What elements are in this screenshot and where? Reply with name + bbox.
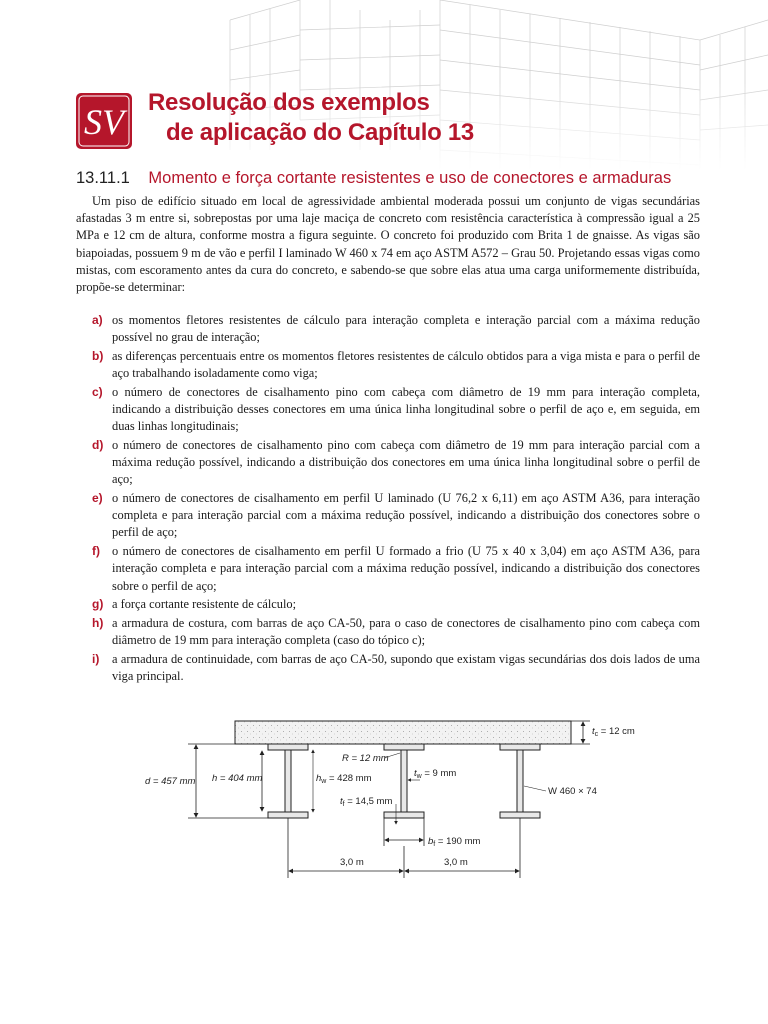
steel-beam-left bbox=[268, 744, 308, 818]
item-text: o número de conectores de cisalhamento pino com cabeça com diâmetro de 19 mm para interação completa, indicando a distribuição desses conectores em uma única linha longitudinal sobre o perfil de aço e, em seguida, em duas linhas longitudinais; bbox=[112, 384, 700, 434]
list-item bbox=[76, 312, 700, 346]
list-item bbox=[76, 348, 700, 382]
item-text: os momentos fletores resistentes de cálculo para interação completa e interação parcial com a máxima redução possível no grau de interação; bbox=[112, 313, 700, 345]
item-label: b) bbox=[92, 348, 104, 363]
chapter-title-line1: Resolução dos exemplos bbox=[148, 89, 430, 116]
item-text: a armadura de continuidade, com barras de aço CA-50, supondo que existam vigas secundárias dos dois lados de uma viga principal. bbox=[112, 651, 700, 684]
list-item bbox=[76, 596, 700, 613]
section-heading bbox=[76, 169, 671, 188]
flange-thickness-label: $t_f = 14,5$ mm bbox=[340, 796, 393, 808]
task-list bbox=[76, 312, 700, 687]
list-item bbox=[76, 490, 700, 542]
spacing-label-right: 3,0 m bbox=[444, 857, 468, 868]
item-label: g) bbox=[92, 597, 104, 612]
logo-text: SV bbox=[84, 102, 124, 142]
item-label: c) bbox=[92, 384, 103, 399]
chapter-title bbox=[148, 88, 474, 148]
flange-width-label: $b_f = 190$ mm bbox=[428, 836, 481, 848]
list-item bbox=[76, 615, 700, 649]
list-item bbox=[76, 651, 700, 685]
item-text: a força cortante resistente de cálculo; bbox=[112, 597, 297, 612]
item-text: as diferenças percentuais entre os momentos fletores resistentes de cálculo obtidos para a viga mista e para o perfil de aço trabalhando isoladamente como viga; bbox=[112, 348, 700, 381]
section-number: 13.11.1 bbox=[76, 169, 130, 187]
item-label: d) bbox=[92, 437, 104, 452]
sv-logo bbox=[76, 93, 132, 149]
item-label: e) bbox=[92, 491, 103, 506]
radius-label: R = 12 mm bbox=[342, 753, 389, 764]
item-text: o número de conectores de cisalhamento em perfil U laminado (U 76,2 x 6,11) em aço ASTM A36, para interação completa e para interação parcial com a máxima redução possível, indicando a distribuição dos conectores sobre o perfil de aço; bbox=[112, 491, 700, 540]
item-label: a) bbox=[92, 313, 103, 327]
web-clear-height-label: $h_w = 428$ mm bbox=[316, 773, 372, 785]
list-item bbox=[76, 437, 700, 489]
section-title: Momento e força cortante resistentes e uso de conectores e armaduras bbox=[148, 169, 672, 187]
slab-thickness-label: $t_c = 12$ cm bbox=[592, 726, 635, 738]
profile-label: W 460 × 74 bbox=[548, 786, 597, 797]
steel-beam-right bbox=[500, 744, 540, 818]
chapter-title-line2: de aplicação do Capítulo 13 bbox=[166, 119, 474, 146]
item-text: o número de conectores de cisalhamento em perfil U formado a frio (U 75 x 40 x 3,04) em aço ASTM A36, para interação completa e para interação parcial com a máxima redução possível, indicando a distribuição dos conectores sobre o perfil de aço; bbox=[112, 544, 700, 593]
list-item bbox=[76, 384, 700, 436]
web-thickness-label: $t_w = 9$ mm bbox=[414, 768, 457, 780]
intro-paragraph: Um piso de edifício situado em local de agressividade ambiental moderada possui um conjunto de vigas secundárias afastadas 3 m entre si, sobrepostas por uma laje maciça de concreto com resistência característica à compressão igual a 25 MPa e 12 cm de altura, conforme mostra a figura seguinte. O concreto foi produzido com Brita 1 de gnaisse. As vigas são biapoiadas, possuem 9 m de vão e perfil I laminado W 460 x 74 em aço ASTM A572 – Grau 50. Projetando essas vigas como mistas, com escoramento antes da cura do concreto, e sabendo-se que sobre elas atua uma carga uniformemente distribuída, propõe-se determinar: bbox=[76, 194, 700, 295]
cross-section-figure bbox=[0, 700, 768, 890]
item-label: i) bbox=[92, 651, 100, 666]
list-item bbox=[76, 543, 700, 595]
concrete-slab bbox=[235, 721, 571, 744]
web-height-label: h = 404 mm bbox=[212, 773, 263, 784]
item-label: f) bbox=[92, 544, 100, 559]
item-label: h) bbox=[92, 615, 104, 630]
spacing-label-left: 3,0 m bbox=[340, 857, 364, 868]
item-text: o número de conectores de cisalhamento pino com cabeça com diâmetro de 19 mm para interação parcial com a máxima redução possível, indicando a distribuição dos conectores em uma única linha longitudinal sobre o perfil de aço; bbox=[112, 437, 700, 487]
depth-label: d = 457 mm bbox=[145, 776, 196, 787]
item-text: a armadura de costura, com barras de aço CA-50, para o caso de conectores de cisalhamento pino com cabeça com diâmetro de 19 mm para interação completa (caso do tópico c); bbox=[112, 615, 700, 648]
